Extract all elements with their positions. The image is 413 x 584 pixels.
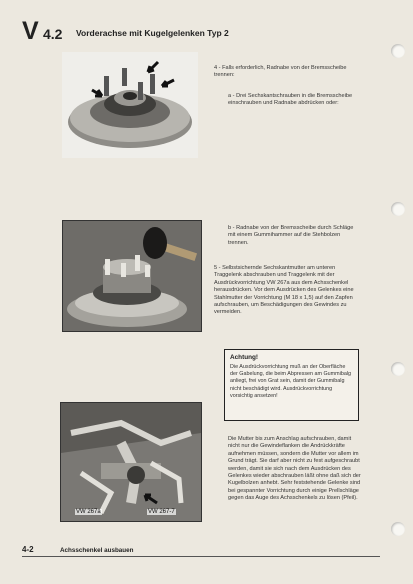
note-text: Die Mutter bis zum Anschlag aufschrauben, damit nicht nur die Gewindeflanken die Andrückkräfte aufnehmen müssen, sondern die Mutter vor allem im Grund trägt. Sie darf aber nicht zu fest aufgeschraubt werden, damit sie sich nach dem Ausdrücken des Gelenkes wieder abschrauben läßt ohne daß sich der Kugelbolzen anhebt. Sehr feststehende Gelenke sind bei gespannter Vorrichtung durch einige Prellschläge gegen das Auge des Achsschenkels zu lösen (Pfeil). bbox=[228, 436, 361, 502]
section-number: 4.2 bbox=[43, 26, 63, 42]
photo-ball-joint-press bbox=[60, 402, 202, 522]
step-4: 4 - Falls erforderlich, Radnabe von der Bremsscheibe trennen: bbox=[214, 65, 347, 79]
page-number: 4-2 bbox=[22, 545, 34, 554]
label-vw-267-7: VW 267-7 bbox=[148, 509, 175, 515]
photo-brake-disc-hub bbox=[62, 52, 198, 158]
brake-disc-illustration bbox=[62, 52, 198, 158]
warning-title: Achtung! bbox=[230, 354, 259, 361]
binder-hole bbox=[391, 522, 405, 536]
binder-hole bbox=[391, 202, 405, 216]
photo-hammer-hub bbox=[62, 220, 202, 332]
footer-divider bbox=[22, 556, 380, 557]
step-4a: a - Drei Sechskantschrauben in die Bremsscheibe einschrauben und Radnabe abdrücken oder: bbox=[228, 93, 353, 107]
hammer-hub-illustration bbox=[63, 221, 201, 331]
warning-text: Die Ausdrückvorrichtung muß an der Oberfläche der Gabelung, die beim Abpressen am Gummibalg anliegt, frei von Grat sein, damit der Gummibalg nicht beschädigt wird. Ausdrückvorrichtung vorsichtig ansetzen! bbox=[230, 364, 352, 399]
binder-hole bbox=[391, 362, 405, 376]
footer-title: Achsschenkel ausbauen bbox=[60, 547, 134, 554]
ball-joint-press-illustration bbox=[61, 403, 201, 521]
label-vw-267a: VW 267a bbox=[76, 509, 101, 515]
page-header bbox=[22, 18, 392, 44]
warning-box bbox=[224, 349, 359, 421]
step-5: 5 - Selbstsichernde Sechskantmutter am unteren Traggelenk abschrauben und Traggelenk mit der Ausdrückvorrichtung VW 267a aus dem Achsschenkel herausdrücken. Vor dem Ausdrücken des Gelenkes eine Stahlmutter der Vorrichtung (M 18 x 1,5) auf den Zapfen aufschrauben, um Beschädigungen des Gewindes zu vermeiden. bbox=[214, 265, 354, 316]
binder-hole bbox=[391, 44, 405, 58]
step-4b: b - Radnabe von der Bremsscheibe durch Schläge mit einem Gummihammer auf die Stehbolzen trennen. bbox=[228, 225, 354, 246]
page-title: Vorderachse mit Kugelgelenken Typ 2 bbox=[76, 28, 229, 38]
section-letter: V bbox=[22, 17, 38, 45]
